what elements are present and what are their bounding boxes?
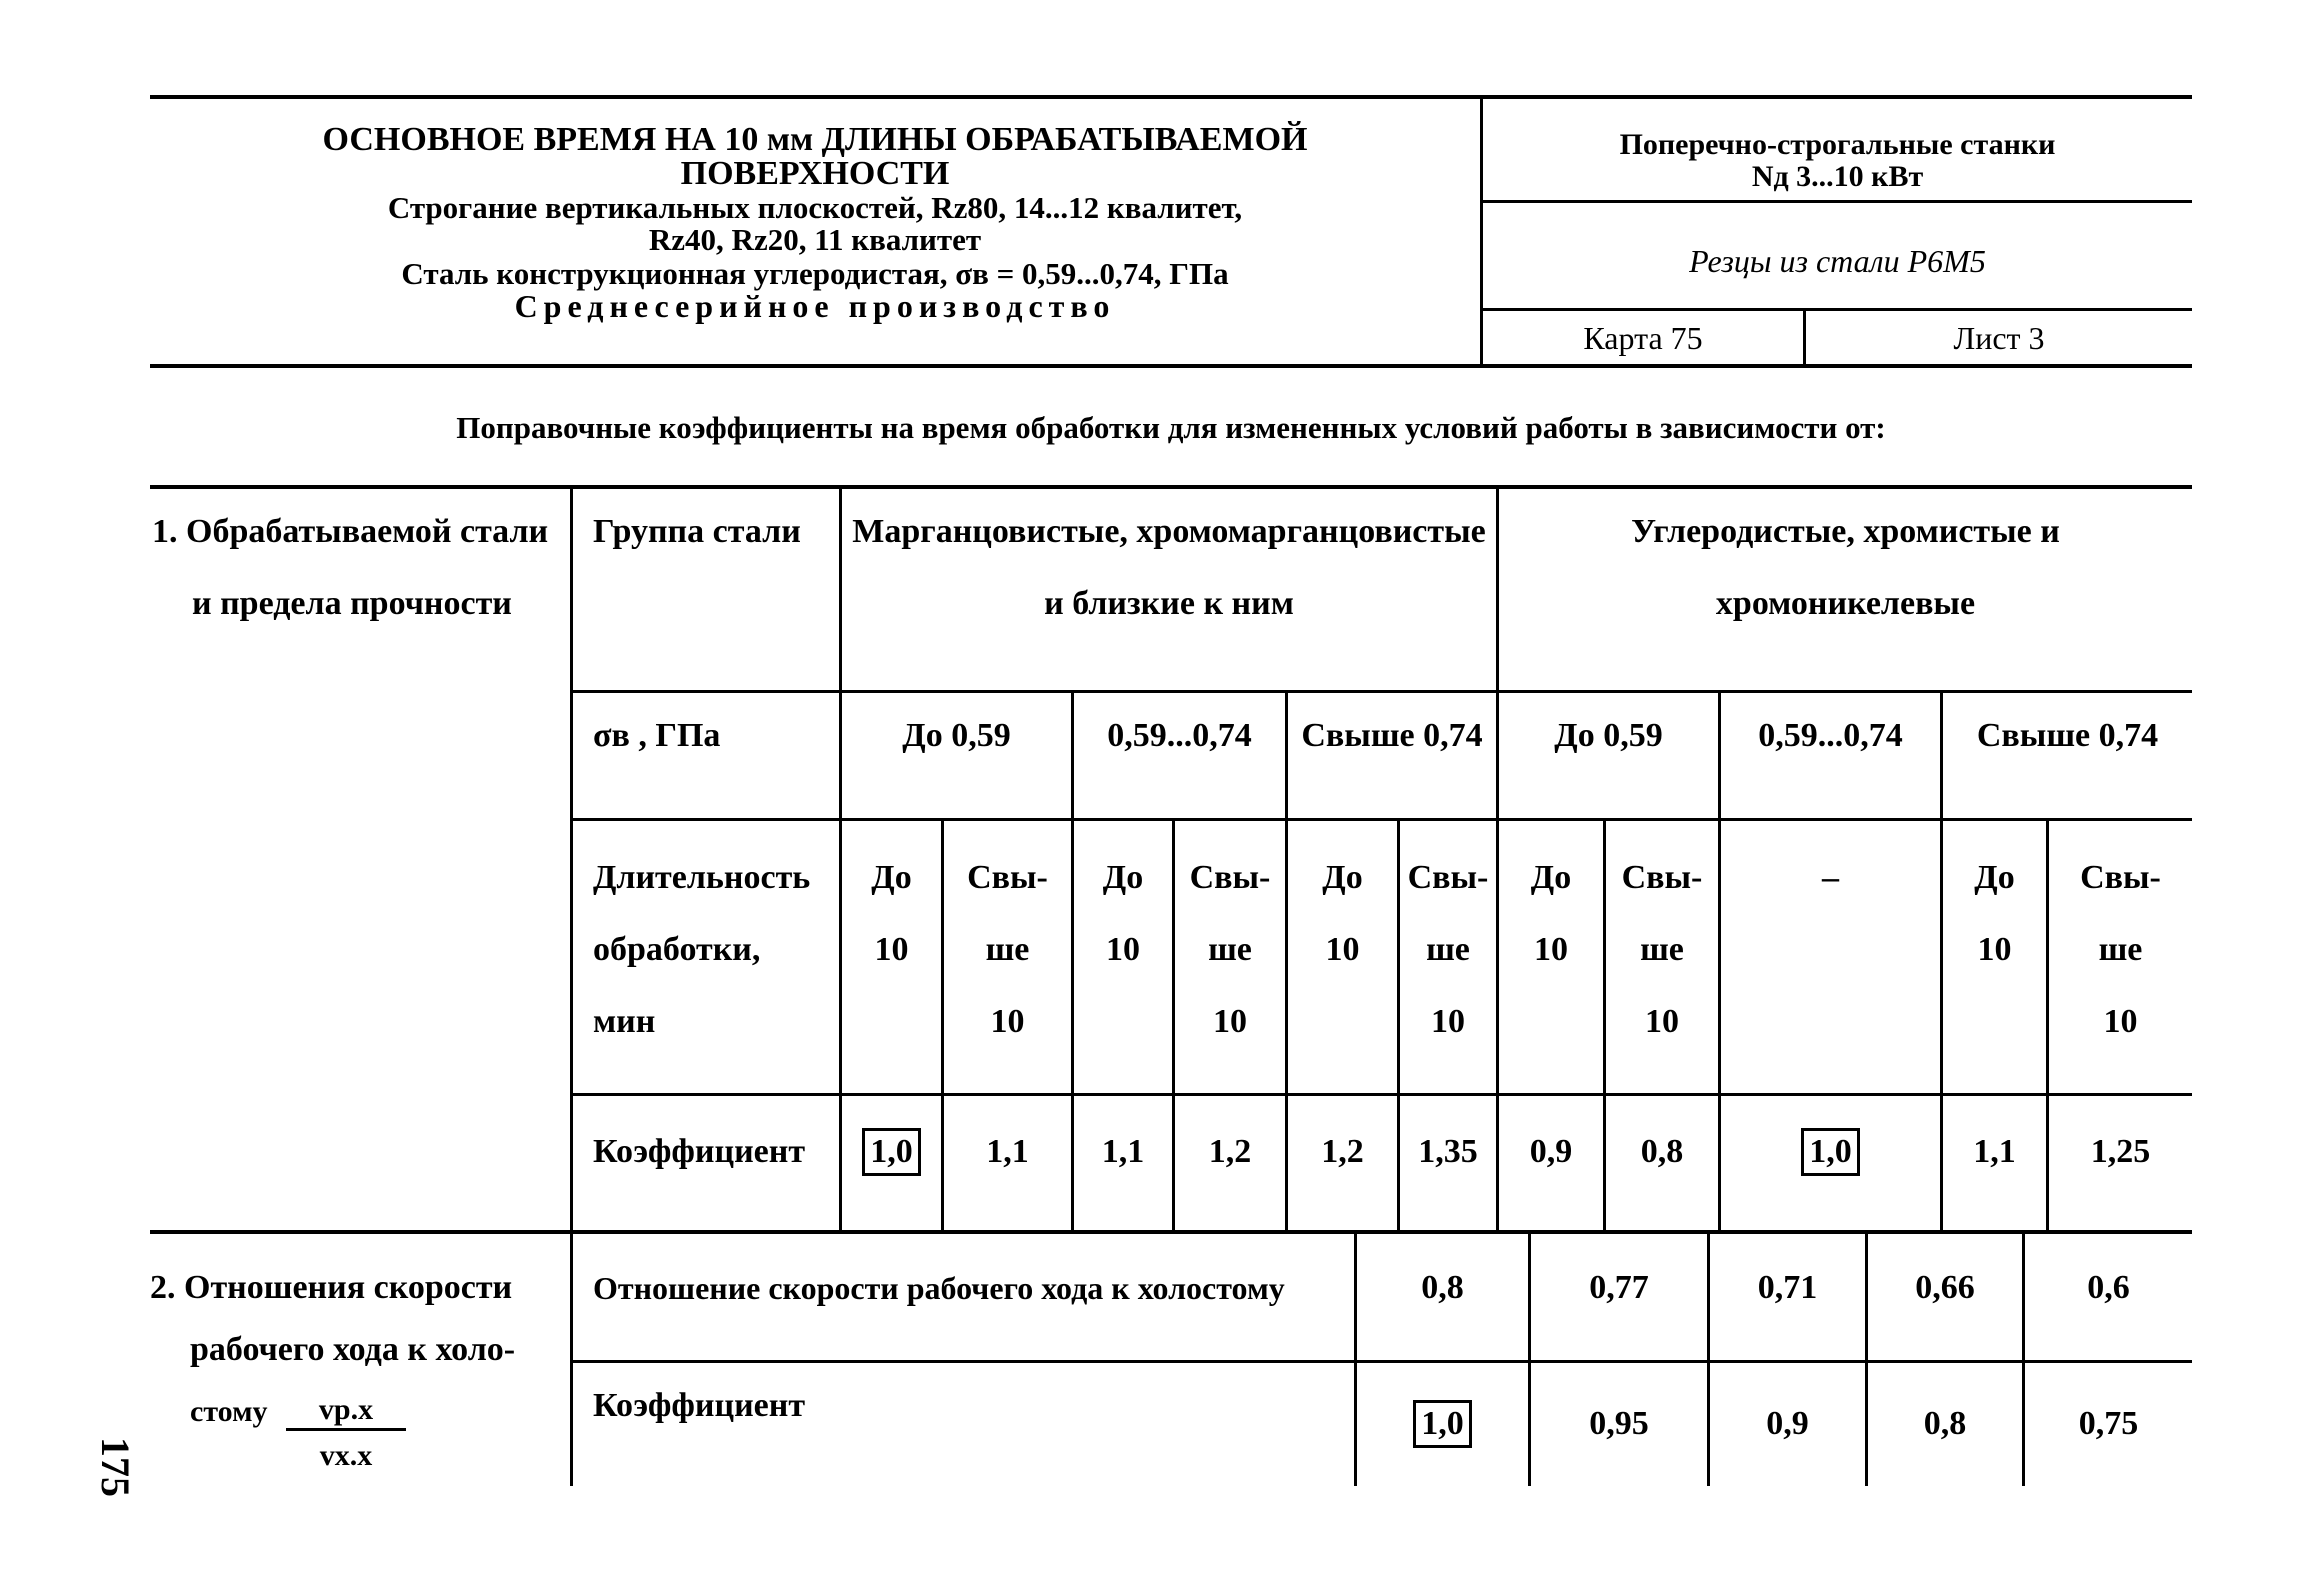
ratio-coefficient-baseline (1357, 1400, 1528, 1448)
machine-power: Nд 3...10 кВт (1751, 160, 1924, 193)
baseline-value: 1,0 (1801, 1128, 1860, 1176)
duration-cell: До 10 (1530, 859, 1572, 968)
duration-cell: До 10 (1102, 859, 1144, 968)
strength-range: 0,59...0,74 (1758, 717, 1903, 754)
table1-row-rule-3 (572, 1093, 2192, 1096)
subtitle-line-3: Сталь конструкционная углеродистая, σв = 0,59...0,74, ГПа (401, 256, 1229, 291)
coefficient-cell-baseline (1721, 1128, 1940, 1176)
ratio-cell: 0,66 (1915, 1269, 1975, 1306)
duration-cell: До 10 (1322, 859, 1363, 968)
strength-range: Свыше 0,74 (1301, 717, 1483, 754)
tool-material: Резцы из стали Р6М5 (1689, 243, 1986, 279)
baseline-value: 1,0 (862, 1128, 921, 1176)
ratio-coefficient-cell: 0,75 (2078, 1405, 2139, 1442)
steel-group-label: Группа стали (593, 513, 801, 550)
baseline-value: 1,0 (1413, 1400, 1472, 1448)
production-type: Среднесерийное производство (514, 288, 1116, 324)
duration-cell: До 10 (1974, 859, 2015, 968)
table1-row-rule-1 (572, 690, 2192, 693)
header-right-rule-2 (1480, 308, 2192, 311)
intro-text: Поправочные коэффициенты на время обработки для измененных условий работы в зависимости от: (456, 410, 1886, 445)
speed-fraction-denominator: vх.х (319, 1439, 373, 1472)
group-a-line-2: и близкие к ним (1044, 585, 1294, 622)
section1-label-line-2: и предела прочности (192, 585, 512, 622)
ratio-label: Отношение скорости рабочего хода к холостому (593, 1270, 1285, 1306)
duration-cell: Свы- ше 10 (967, 859, 1048, 1040)
table2-left-divider (570, 1230, 573, 1486)
duration-cell: Свы- ше 10 (2080, 859, 2161, 1040)
strength-range: До 0,59 (1554, 717, 1663, 754)
ratio-coefficient-cell: 0,8 (1923, 1405, 1967, 1442)
strength-label: σв , ГПа (593, 717, 721, 754)
coefficient-cell: 1,35 (1418, 1133, 1478, 1170)
ratio-cell: 0,71 (1757, 1269, 1818, 1306)
table1-row-rule-2 (572, 818, 2192, 821)
title-line-2: ПОВЕРХНОСТИ (680, 155, 950, 192)
section2-label-line-2: рабочего хода к холо- (190, 1331, 516, 1368)
coefficient-cell: 1,1 (1973, 1133, 2016, 1170)
group-b-line-2: хромоникелевые (1715, 585, 1976, 622)
subtitle-line-2: Rz40, Rz20, 11 квалитет (648, 222, 982, 257)
table1-bottom-rule (150, 1230, 2192, 1234)
duration-cell: Свы- ше 10 (1407, 859, 1489, 1040)
header-bottom-rule (150, 364, 2192, 368)
coefficient-cell: 1,25 (2090, 1133, 2151, 1170)
group-b-line-1: Углеродистые, хромистые и (1631, 513, 2060, 550)
coefficient-label: Коэффициент (593, 1133, 806, 1170)
duration-cell: Свы- ше 10 (1621, 859, 1703, 1040)
page-number: 175 (93, 1437, 138, 1497)
duration-cell: – (1822, 859, 1839, 896)
duration-label: Длительность обработки, мин (593, 859, 811, 1040)
coefficient-cell: 1,2 (1321, 1133, 1364, 1170)
strength-range: Свыше 0,74 (1976, 717, 2159, 754)
section2-label-line-1: 2. Отношения скорости (150, 1269, 513, 1306)
strength-range: До 0,59 (902, 717, 1011, 754)
card-number: Карта 75 (1583, 320, 1703, 356)
section1-label-line-1: 1. Обрабатываемой стали (152, 513, 549, 550)
coefficient-cell: 1,1 (1101, 1133, 1145, 1170)
ratio-coefficient-cell: 0,9 (1766, 1405, 1809, 1442)
duration-cell: Свы- ше 10 (1189, 859, 1271, 1040)
section2-label-line-3: стому (190, 1395, 268, 1428)
coefficient-cell: 0,8 (1640, 1133, 1684, 1170)
ratio-cell: 0,77 (1589, 1269, 1649, 1306)
ratio-coefficient-label: Коэффициент (593, 1387, 806, 1424)
table2-row-rule (572, 1360, 2192, 1363)
strength-range: 0,59...0,74 (1107, 717, 1252, 754)
speed-fraction-numerator: vр.х (286, 1392, 406, 1431)
header-right-rule-1 (1480, 200, 2192, 203)
sheet-number: Лист 3 (1953, 320, 2045, 356)
header-top-rule (150, 95, 2192, 99)
title-line-1: ОСНОВНОЕ ВРЕМЯ НА 10 мм ДЛИНЫ ОБРАБАТЫВАЕМОЙ (322, 121, 1308, 158)
ratio-cell: 0,8 (1421, 1269, 1464, 1306)
coefficient-cell: 1,2 (1208, 1133, 1252, 1170)
group-a-line-1: Марганцовистые, хромомарганцовистые (852, 513, 1486, 550)
coefficient-cell-baseline (842, 1128, 941, 1176)
coefficient-cell: 1,1 (986, 1133, 1029, 1170)
ratio-coefficient-cell: 0,95 (1589, 1405, 1649, 1442)
ratio-cell: 0,6 (2087, 1269, 2130, 1306)
coefficient-cell: 0,9 (1529, 1133, 1573, 1170)
machine-type: Поперечно-строгальные станки (1619, 128, 2056, 161)
duration-cell: До 10 (871, 859, 912, 968)
table1-left-divider (570, 485, 573, 1233)
table1-top-rule (150, 485, 2192, 489)
subtitle-line-1: Строгание вертикальных плоскостей, Rz80, 14...12 квалитет, (387, 190, 1243, 225)
